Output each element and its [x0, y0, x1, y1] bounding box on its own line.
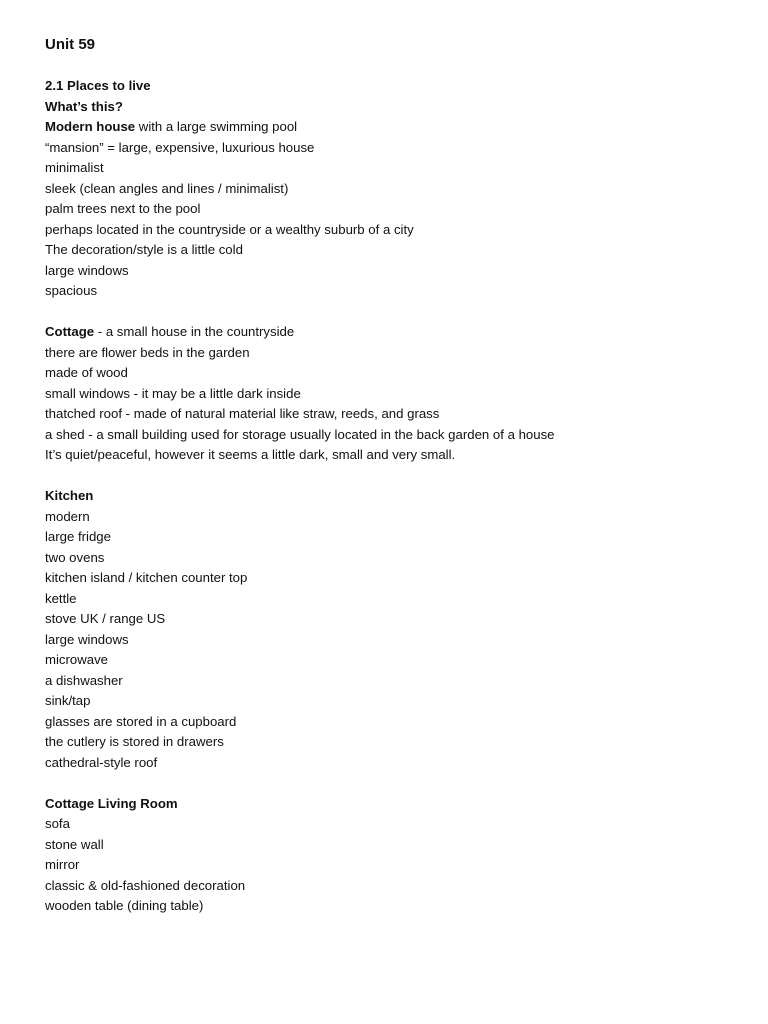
living-room-line: mirror: [45, 857, 80, 872]
kitchen-line: kitchen island / kitchen counter top: [45, 570, 248, 585]
modern-house-line: spacious: [45, 283, 98, 298]
modern-house-line: palm trees next to the pool: [45, 201, 201, 216]
living-room-line: sofa: [45, 816, 70, 831]
prompt-question: What’s this?: [45, 98, 123, 114]
cottage-line: made of wood: [45, 365, 128, 380]
modern-house-line: perhaps located in the countryside or a wealthy suburb of a city: [45, 221, 414, 237]
modern-house-line: sleek (clean angles and lines / minimalist): [45, 180, 289, 196]
cottage-line: there are flower beds in the garden: [45, 344, 250, 360]
kitchen-line: kettle: [45, 590, 77, 606]
living-room-line: stone wall: [45, 836, 104, 852]
modern-house-line: The decoration/style is a little cold: [45, 242, 243, 257]
kitchen-line: large fridge: [45, 529, 111, 544]
paragraph-gap: [45, 466, 768, 487]
kitchen-line: cathedral-style roof: [45, 754, 158, 770]
modern-house-heading-line: [45, 117, 768, 138]
modern-house-heading-rest: with a large swimming pool: [135, 119, 298, 134]
living-room-heading: Cottage Living Room: [45, 795, 178, 811]
cottage-heading: Cottage: [45, 324, 95, 339]
cottage-line: a shed - a small building used for storage usually located in the back garden of a house: [45, 426, 555, 442]
living-room-line: wooden table (dining table): [45, 898, 204, 913]
modern-house-line: large windows: [45, 262, 129, 278]
cottage-heading-rest: - a small house in the countryside: [94, 324, 295, 339]
kitchen-line: microwave: [45, 652, 109, 667]
cottage-line: thatched roof - made of natural material like straw, reeds, and grass: [45, 406, 440, 421]
kitchen-line: a dishwasher: [45, 672, 123, 688]
cottage-line: It’s quiet/peaceful, however it seems a little dark, small and very small.: [45, 447, 456, 462]
paragraph-gap: [45, 773, 768, 794]
kitchen-line: glasses are stored in a cupboard: [45, 713, 237, 729]
paragraph-gap: [45, 302, 768, 323]
modern-house-heading: Modern house: [45, 119, 136, 134]
kitchen-line: sink/tap: [45, 693, 91, 708]
living-room-line: classic & old-fashioned decoration: [45, 877, 246, 893]
modern-house-line: “mansion” = large, expensive, luxurious house: [45, 139, 315, 155]
kitchen-line: the cutlery is stored in drawers: [45, 734, 224, 749]
kitchen-heading: Kitchen: [45, 488, 94, 503]
kitchen-line: stove UK / range US: [45, 611, 166, 626]
modern-house-line: minimalist: [45, 160, 104, 175]
section-title: 2.1 Places to live: [45, 78, 151, 93]
kitchen-line: two ovens: [45, 549, 105, 565]
kitchen-line: large windows: [45, 631, 129, 647]
unit-title: Unit 59: [45, 36, 96, 53]
kitchen-line: modern: [45, 508, 90, 524]
cottage-heading-line: [45, 322, 768, 343]
cottage-line: small windows - it may be a little dark inside: [45, 385, 301, 401]
